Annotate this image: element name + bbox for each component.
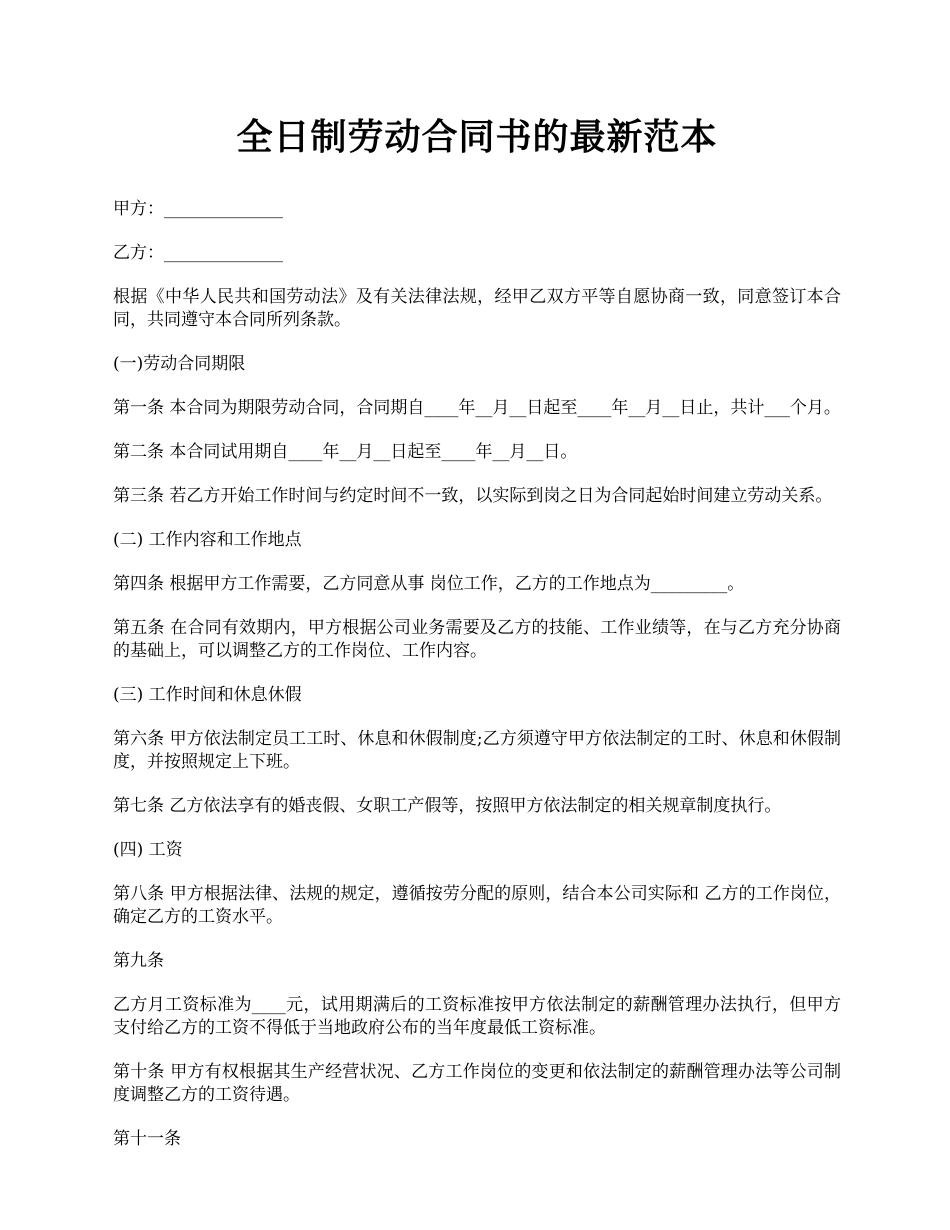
section-heading-work-hours: (三) 工作时间和休息休假 bbox=[113, 685, 302, 705]
article-8: 第八条 甲方根据法律、法规的规定，遵循按劳分配的原则，结合本公司实际和 乙方的工作岗位，确定乙方的工资水平。 bbox=[113, 884, 841, 927]
article-6: 第六条 甲方依法制定员工工时、休息和休假制度;乙方须遵守甲方依法制定的工时、休息和休假制度，并按照规定上下班。 bbox=[113, 729, 841, 772]
party-a-line: 甲方：______________ bbox=[113, 199, 283, 219]
article-9-heading: 第九条 bbox=[113, 951, 164, 971]
article-2: 第二条 本合同试用期自____年__月__日起至____年__月__日。 bbox=[113, 442, 578, 462]
party-b-line: 乙方：______________ bbox=[113, 243, 283, 263]
article-11-heading: 第十一条 bbox=[113, 1129, 181, 1149]
document-page bbox=[113, 110, 841, 1172]
article-1: 第一条 本合同为期限劳动合同，合同期自____年__月__日起至____年__月__日止，共计___个月。 bbox=[113, 398, 841, 418]
preamble-paragraph: 根据《中华人民共和国劳动法》及有关法律法规，经甲乙双方平等自愿协商一致，同意签订本合同，共同遵守本合同所列条款。 bbox=[113, 287, 841, 330]
article-5: 第五条 在合同有效期内，甲方根据公司业务需要及乙方的技能、工作业绩等，在与乙方充分协商的基础上，可以调整乙方的工作岗位、工作内容。 bbox=[113, 618, 841, 661]
article-7: 第七条 乙方依法享有的婚丧假、女职工产假等，按照甲方依法制定的相关规章制度执行。 bbox=[113, 796, 782, 816]
article-4: 第四条 根据甲方工作需要，乙方同意从事 岗位工作，乙方的工作地点为_________。 bbox=[113, 574, 745, 594]
section-heading-wages: (四) 工资 bbox=[113, 840, 183, 860]
article-10: 第十条 甲方有权根据其生产经营状况、乙方工作岗位的变更和依法制定的薪酬管理办法等公司制度调整乙方的工资待遇。 bbox=[113, 1062, 841, 1105]
section-heading-work-content: (二) 工作内容和工作地点 bbox=[113, 530, 302, 550]
section-heading-contract-term: (一)劳动合同期限 bbox=[113, 354, 246, 374]
document-title: 全日制劳动合同书的最新范本 bbox=[236, 116, 718, 158]
article-3: 第三条 若乙方开始工作时间与约定时间不一致，以实际到岗之日为合同起始时间建立劳动关系。 bbox=[113, 486, 833, 506]
article-9-body: 乙方月工资标准为____元，试用期满后的工资标准按甲方依法制定的薪酬管理办法执行，但甲方支付给乙方的工资不得低于当地政府公布的当年度最低工资标准。 bbox=[113, 995, 841, 1038]
